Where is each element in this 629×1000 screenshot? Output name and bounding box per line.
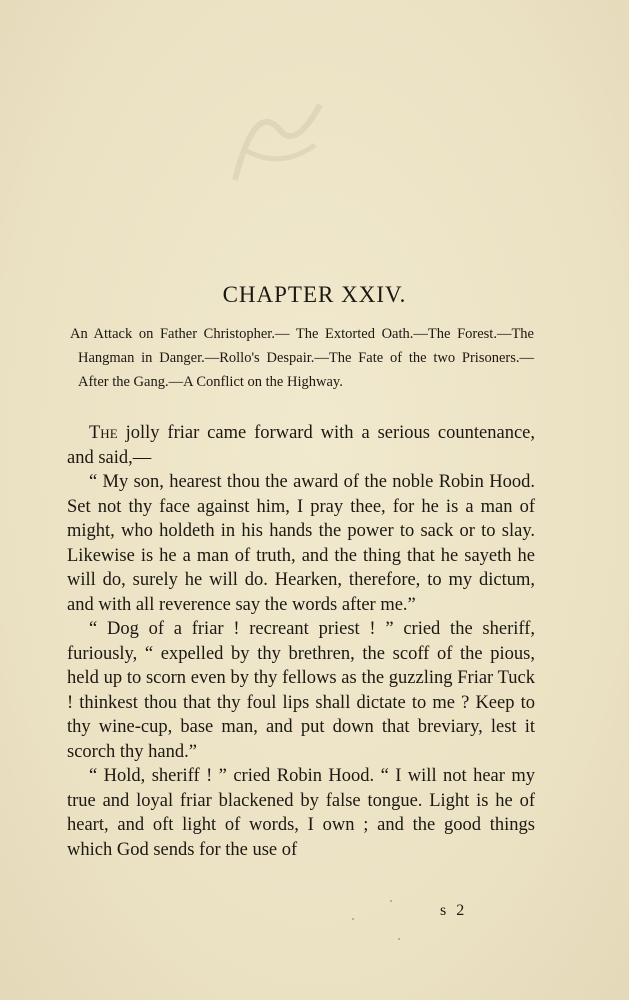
paragraph-text: “ Dog of a friar ! recreant priest ! ” cried the sheriff, furiously, “ expelled by thy brethren, the scoff of the pious, held up to scorn even by thy fellows as the guzzling Friar Tuck ! thinkest thou that thy foul lips shall dictate to me ? Keep to thy wine-cup, base man, and put down that breviary, lest it scorch thy hand.” (67, 619, 535, 762)
paragraph-text: “ My son, hearest thou the award of the noble Robin Hood. Set not thy face against him, I pray thee, for he is a man of might, who holdeth in his hands the power to sack or to slay. Likewise is he a man of truth, and the thing that he sayeth he will do, surely he will do. Hearken, therefore, to my dictum, and with all reverence say the words after me.” (67, 472, 535, 615)
paragraph-text: jolly friar came forward with a serious countenance, and said,— (67, 423, 535, 468)
signature-mark: s 2 (440, 902, 468, 919)
paragraph-text: “ Hold, sheriff ! ” cried Robin Hood. “ I will not hear my true and loyal friar blackened by false tongue. Light is he of heart, and oft light of words, I own ; and the good things which God sends for the use of (67, 766, 535, 860)
paragraph (67, 421, 535, 470)
body-text (67, 421, 535, 862)
paragraph (67, 617, 535, 764)
bleed-through-mark (225, 90, 335, 200)
paragraph-lead: The (89, 423, 118, 443)
paper-speck (352, 918, 354, 920)
paragraph (67, 470, 535, 617)
chapter-summary (70, 322, 534, 394)
paper-speck (390, 900, 392, 902)
chapter-title: CHAPTER XXIV. (222, 282, 407, 307)
paragraph (67, 764, 535, 862)
paper-speck (398, 938, 400, 940)
chapter-summary-text: An Attack on Father Christopher.— The Extorted Oath.—The Forest.—The Hangman in Danger.—Rollo's Despair.—The Fate of the two Prisoners.—After the Gang.—A Conflict on the Highway. (70, 326, 534, 390)
